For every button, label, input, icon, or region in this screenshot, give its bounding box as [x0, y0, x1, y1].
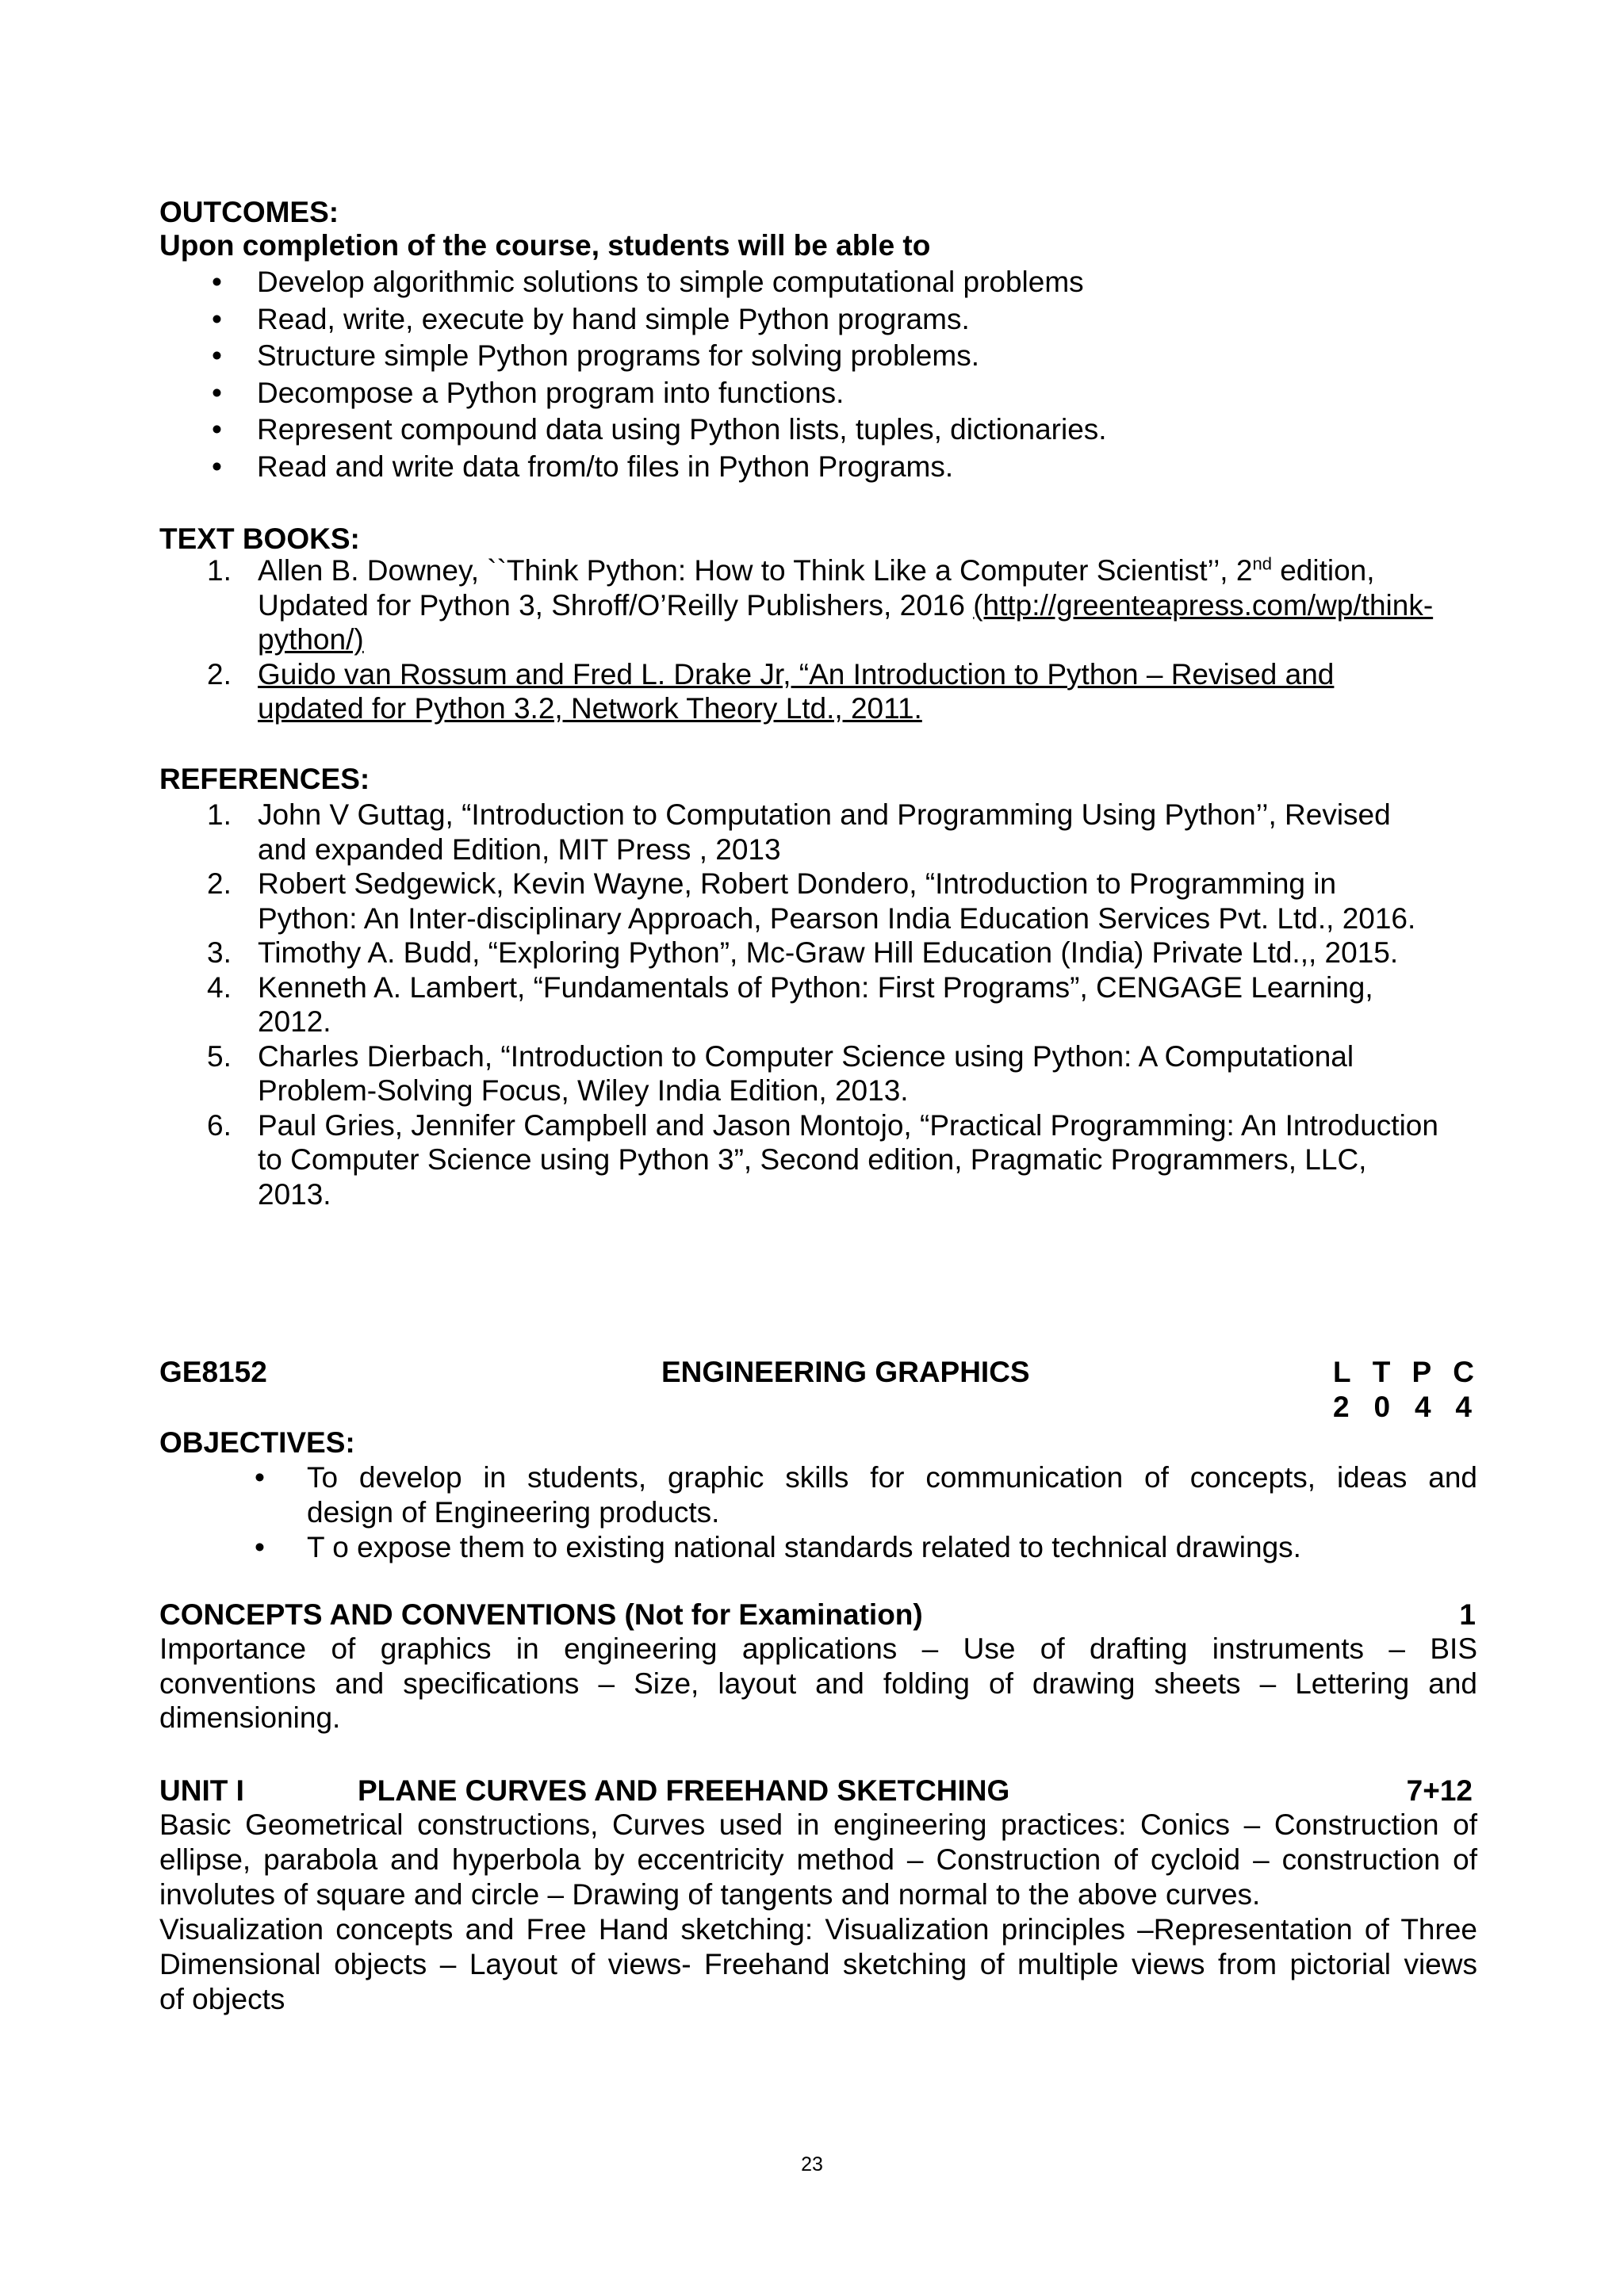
list-item: • Develop algorithmic solutions to simple computational problems: [159, 264, 1107, 301]
concepts-hours: 1: [1459, 1598, 1476, 1631]
list-item: • To develop in students, graphic skills for communication of concepts, ideas and design of Engineering products.: [255, 1461, 1477, 1529]
list-item: • Represent compound data using Python lists, tuples, dictionaries.: [159, 411, 1107, 449]
bullet-icon: •: [212, 376, 222, 409]
objectives-heading: OBJECTIVES:: [159, 1426, 355, 1459]
list-item: 2. Guido van Rossum and Fred L. Drake Jr, “An Introduction to Python – Revised and updated for Python 3.2, Network Theory Ltd., 2011.: [207, 657, 1335, 725]
page-number: 23: [801, 2153, 823, 2175]
references-list: [159, 798, 1477, 1211]
outcomes-list: [159, 264, 1107, 485]
outcomes-heading: OUTCOMES:: [159, 196, 339, 228]
textbooks-list: [159, 553, 1477, 726]
unit-hours: 7+12: [1406, 1774, 1473, 1807]
list-item: • Structure simple Python programs for solving problems.: [159, 338, 1107, 375]
list-item: • Read and write data from/to files in Python Programs.: [159, 449, 1107, 486]
list-item: 1. Allen B. Downey, ``Think Python: How to Think Like a Computer Scientist’’, 2nd edition, Updated for Python 3, Shroff/O’Reilly Publishers, 2016 (http://greenteapress.com/wp/think- python/): [207, 553, 1434, 656]
bullet-icon: •: [212, 266, 222, 298]
textbooks-heading: TEXT BOOKS:: [159, 522, 360, 555]
course-code: GE8152: [159, 1356, 267, 1388]
bullet-icon: •: [212, 450, 222, 483]
outcomes-intro: Upon completion of the course, students will be able to: [159, 229, 931, 262]
list-item: 5. Charles Dierbach, “Introduction to Computer Science using Python: A Computational Problem-Solving Focus, Wiley India Edition, 2013.: [207, 1039, 1354, 1107]
course-title: ENGINEERING GRAPHICS: [661, 1356, 1030, 1388]
list-item: • T o expose them to existing national standards related to technical drawings.: [159, 1529, 1477, 1566]
textbook-link[interactable]: (http://greenteapress.com/wp/think-: [973, 588, 1434, 622]
bullet-icon: •: [255, 1461, 265, 1494]
list-item: 6. Paul Gries, Jennifer Campbell and Jason Montojo, “Practical Programming: An Introduction to Computer Science using Python 3”, Second edition, Pragmatic Programmers, LLC, 2013.: [207, 1108, 1438, 1211]
list-item: 2. Robert Sedgewick, Kevin Wayne, Robert Dondero, “Introduction to Programming in Python: An Inter-disciplinary Approach, Pearson India Education Services Pvt. Ltd., 2016.: [207, 867, 1416, 935]
ltpc-labels: L T P C: [1333, 1356, 1474, 1388]
list-item: • Decompose a Python program into functions.: [159, 375, 1107, 412]
bullet-icon: •: [212, 413, 222, 446]
list-item: 3. Timothy A. Budd, “Exploring Python”, Mc-Graw Hill Education (India) Private Ltd.,, 2015.: [207, 936, 1399, 969]
bullet-icon: •: [212, 339, 222, 372]
bullet-icon: •: [212, 302, 222, 335]
unit-title: PLANE CURVES AND FREEHAND SKETCHING: [358, 1774, 1010, 1807]
list-item: 1. John V Guttag, “Introduction to Computation and Programming Using Python’’, Revised and expanded Edition, MIT Press , 2013: [207, 798, 1391, 866]
unit-body: Basic Geometrical constructions, Curves used in engineering practices: Conics – Construction of ellipse, parabola and hyperbola by eccentricity method – Construction of cycloid – construction of involutes of square and circle – Drawing of tangents and normal to the above curves. Visualization concepts and Free Hand sketching: Visualization principles –Representation of Three Dimensional objects – Layout of views- Freehand sketching of multiple views from pictorial views of objects: [159, 1808, 1477, 2015]
unit-label: UNIT I: [159, 1774, 244, 1807]
objectives-list: [159, 1460, 1477, 1566]
concepts-body: Importance of graphics in engineering applications – Use of drafting instruments – BIS conventions and specifications – Size, layout and folding of drawing sheets – Lettering and dimensioning.: [159, 1632, 1477, 1734]
ltpc-values: 2 0 4 4: [1333, 1391, 1472, 1423]
bullet-icon: •: [255, 1531, 265, 1563]
list-item: • Read, write, execute by hand simple Python programs.: [159, 301, 1107, 339]
concepts-heading: CONCEPTS AND CONVENTIONS (Not for Examination): [159, 1598, 923, 1631]
textbook-link[interactable]: python/): [258, 623, 364, 656]
references-heading: REFERENCES:: [159, 763, 370, 795]
list-item: 4. Kenneth A. Lambert, “Fundamentals of Python: First Programs”, CENGAGE Learning, 2012.: [207, 970, 1373, 1038]
